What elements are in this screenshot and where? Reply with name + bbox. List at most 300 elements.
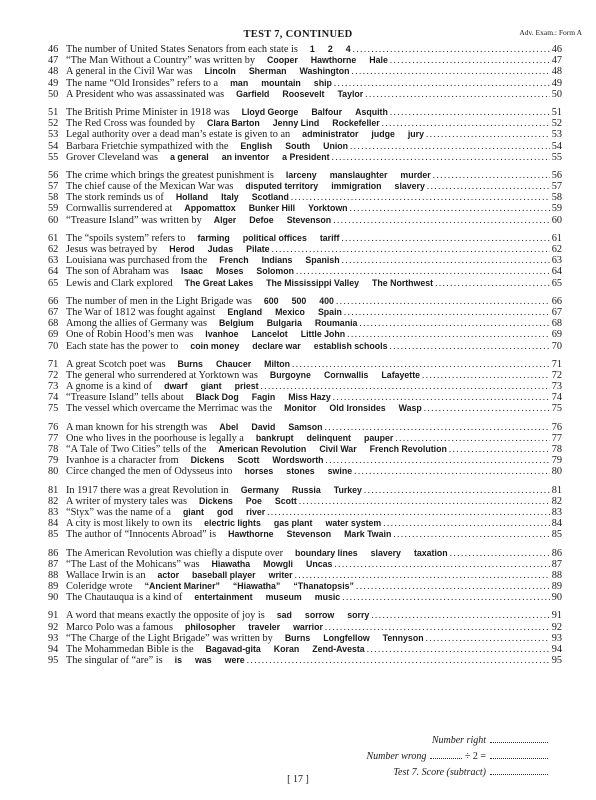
answer-option[interactable]: delinquent	[306, 432, 351, 443]
answer-option[interactable]: “Hiawatha”	[232, 581, 281, 592]
question-row	[48, 278, 562, 289]
answer-option[interactable]: establish schools	[313, 340, 388, 351]
number-wrong-blank[interactable]	[430, 758, 462, 759]
answer-blank-leader[interactable]	[426, 129, 550, 140]
question-number: 84	[48, 518, 59, 530]
answer-option[interactable]: Balfour	[311, 106, 343, 117]
answer-blank-leader[interactable]	[350, 141, 550, 152]
answer-option[interactable]: Indians	[261, 255, 293, 266]
answer-option[interactable]: Mowgli	[263, 558, 293, 569]
answer-option[interactable]: sorrow	[304, 610, 335, 621]
answer-option[interactable]: Solomon	[256, 266, 294, 277]
answer-option[interactable]: Black Dog	[195, 392, 239, 403]
question-text: Jesus was betrayed by	[66, 244, 158, 255]
question-row	[48, 215, 562, 226]
answer-option[interactable]: giant	[200, 381, 222, 392]
question-number: 47	[48, 55, 59, 67]
answer-option[interactable]: were	[224, 655, 245, 666]
question-row	[48, 644, 562, 655]
question-row	[48, 403, 562, 414]
question-row	[48, 78, 562, 89]
answer-option[interactable]: larceny	[285, 169, 317, 180]
question-number: 63	[48, 255, 59, 267]
question-row	[48, 203, 562, 214]
answer-option[interactable]: Moses	[215, 266, 244, 277]
question-text: The author of “Innocents Abroad” is	[66, 529, 217, 541]
answer-option[interactable]: 500	[291, 295, 307, 306]
answer-number: 50	[551, 88, 562, 100]
question-text: “The Charge of the Light Brigade” was written by	[66, 632, 273, 644]
answer-option[interactable]: 600	[263, 295, 279, 306]
answer-blank-leader[interactable]	[367, 644, 550, 655]
answer-blank-leader[interactable]	[332, 152, 550, 163]
answer-option[interactable]: Civil War	[319, 444, 357, 454]
answer-blank-leader[interactable]	[393, 529, 549, 540]
question-text: Marco Polo was a famous	[66, 621, 173, 633]
answer-blank-leader[interactable]	[347, 329, 550, 340]
answer-option[interactable]: Mexico	[275, 306, 305, 317]
question-row	[48, 152, 562, 163]
answer-option[interactable]: sorry	[347, 610, 370, 621]
answer-number: 74	[551, 392, 562, 404]
answer-option[interactable]: museum	[265, 592, 302, 603]
answer-option[interactable]: Washington	[299, 66, 350, 77]
answer-option[interactable]: Bagavad-gita	[205, 644, 261, 654]
answer-option[interactable]: manslaughter	[329, 169, 388, 180]
answer-option[interactable]: bankrupt	[255, 432, 294, 443]
answer-option[interactable]: mountain	[261, 77, 301, 88]
answer-option[interactable]: Burgoyne	[269, 369, 311, 380]
question-text: “The Last of the Mohicans” was	[66, 558, 200, 570]
answer-blank-leader[interactable]	[326, 455, 550, 466]
question-number: 85	[48, 529, 59, 541]
answer-option[interactable]: Wordsworth	[272, 455, 324, 466]
answer-option[interactable]: coin money	[190, 340, 240, 351]
answer-number: 73	[551, 381, 562, 393]
answer-option[interactable]: Wasp	[398, 403, 422, 414]
question-number: 89	[48, 581, 59, 593]
answer-blank-leader[interactable]	[267, 507, 550, 518]
answer-option[interactable]: “Ancient Mariner”	[144, 581, 220, 592]
answer-option[interactable]: Stevenson	[286, 529, 332, 540]
answer-blank-leader[interactable]	[354, 466, 550, 477]
answer-option[interactable]: Judas	[207, 244, 234, 254]
answer-option[interactable]: was	[194, 655, 212, 666]
answer-option[interactable]: 2	[327, 44, 333, 54]
answer-option[interactable]: Zend-Avesta	[312, 644, 365, 654]
answer-number: 78	[551, 444, 562, 455]
answer-option[interactable]: Miss Hazy	[288, 392, 331, 403]
question-text: Wallace Irwin is an	[66, 569, 146, 581]
answer-option[interactable]: slavery	[394, 181, 425, 192]
answer-blank-leader[interactable]	[333, 215, 550, 226]
answer-option[interactable]: “Thanatopsis”	[293, 581, 354, 592]
answer-option[interactable]: Uncas	[305, 558, 333, 569]
answer-option[interactable]: Cornwallis	[323, 369, 369, 380]
answer-options	[267, 55, 388, 66]
answer-option[interactable]: declare war	[252, 340, 301, 351]
question-text: The Chautauqua is a kind of	[66, 592, 183, 604]
answer-option[interactable]: Roumania	[314, 318, 358, 329]
number-right-blank[interactable]	[490, 742, 548, 743]
answer-options	[176, 192, 289, 203]
answer-option[interactable]: Jenny Lind	[272, 118, 320, 129]
answer-option[interactable]: French	[219, 255, 249, 266]
answer-blank-leader[interactable]	[356, 581, 550, 592]
question-row	[48, 507, 562, 518]
question-row	[48, 89, 562, 100]
answer-option[interactable]: Abel	[219, 421, 239, 432]
answer-option[interactable]: Chaucer	[215, 358, 252, 369]
answer-blank-leader[interactable]	[449, 444, 550, 455]
question-text: A President who was assassinated was	[66, 88, 225, 100]
answer-option[interactable]: Cooper	[267, 55, 298, 66]
answer-option[interactable]: jury	[407, 129, 424, 140]
answer-option[interactable]: English	[240, 140, 273, 151]
question-text: The son of Abraham was	[66, 266, 169, 278]
question-row	[48, 392, 562, 403]
answer-option[interactable]: Monitor	[284, 403, 317, 414]
answer-option[interactable]: Hawthorne	[310, 55, 357, 66]
answer-option[interactable]: entertainment	[194, 592, 253, 603]
answer-option[interactable]: dwarf	[164, 381, 188, 392]
answer-option[interactable]: Clara Barton	[206, 118, 260, 129]
answer-blank-leader[interactable]	[299, 496, 550, 507]
question-text: A city is most likely to own its	[66, 518, 193, 530]
answer-option[interactable]: Bunker Hill	[248, 203, 296, 214]
answer-option[interactable]: god	[216, 506, 234, 517]
answer-option[interactable]: a President	[282, 151, 330, 162]
answer-blank-leader[interactable]	[344, 307, 550, 318]
answer-blank-leader[interactable]	[292, 359, 550, 370]
number-wrong-row	[366, 751, 548, 762]
answer-option[interactable]: Fagin	[251, 392, 276, 403]
answer-blank-leader[interactable]	[359, 318, 549, 329]
question-number: 91	[48, 610, 59, 622]
answer-option[interactable]: slavery	[370, 547, 401, 558]
answer-option[interactable]: Longfellow	[323, 632, 370, 643]
answer-blank-leader[interactable]	[334, 78, 550, 89]
answer-number: 56	[551, 169, 562, 181]
answer-option[interactable]: traveler	[248, 621, 281, 632]
question-number: 50	[48, 88, 59, 100]
answer-option[interactable]: Spain	[317, 306, 342, 317]
answer-option[interactable]: Scotland	[251, 192, 289, 203]
question-number: 81	[48, 484, 59, 496]
answer-option[interactable]: Ivanhoe	[205, 329, 239, 340]
answer-option[interactable]: Poe	[245, 495, 262, 506]
answer-option[interactable]: Turkey	[333, 484, 362, 495]
question-number: 93	[48, 632, 59, 644]
answer-option[interactable]: disputed territory	[245, 181, 319, 192]
answer-option[interactable]: Lincoln	[204, 66, 236, 77]
question-number: 59	[48, 203, 59, 215]
answer-blank-leader[interactable]	[371, 610, 549, 621]
answer-blank-leader[interactable]	[353, 44, 550, 55]
answer-blank-leader[interactable]	[247, 655, 550, 666]
score-label: Test 7. Score (subtract)	[393, 767, 486, 778]
answer-option[interactable]: Little John	[300, 329, 346, 340]
question-text: Circe changed the men of Odysseus into	[66, 466, 233, 478]
question-text: Cornwallis surrendered at	[66, 203, 173, 215]
answer-option[interactable]: Spanish	[305, 255, 340, 266]
question-number: 58	[48, 192, 59, 204]
question-number: 54	[48, 140, 59, 152]
answer-option[interactable]: Rockefeller	[332, 118, 380, 129]
answer-option[interactable]: immigration	[331, 181, 382, 192]
answer-option[interactable]: Garfield	[236, 88, 270, 99]
question-row	[48, 529, 562, 540]
answer-option[interactable]: swine	[327, 466, 353, 477]
question-number: 95	[48, 655, 59, 667]
answer-option[interactable]: Dickens	[198, 495, 233, 506]
answer-blank-leader[interactable]	[422, 370, 550, 381]
answer-option[interactable]: Dickens	[190, 455, 225, 466]
answer-blank-leader[interactable]	[325, 622, 550, 633]
answer-option[interactable]: Hale	[369, 55, 388, 66]
answer-blank-leader[interactable]	[336, 296, 550, 307]
question-text: The vessel which overcame the Merrimac was the	[66, 403, 273, 415]
question-row	[48, 518, 562, 529]
question-row	[48, 255, 562, 266]
answer-blank-leader[interactable]	[341, 233, 549, 244]
answer-option[interactable]: administrator	[302, 129, 359, 140]
answer-blank-leader[interactable]	[296, 266, 550, 277]
answer-blank-leader[interactable]	[342, 592, 550, 603]
question-text: A writer of mystery tales was	[66, 495, 187, 507]
answer-blank-leader[interactable]	[450, 548, 550, 559]
answer-number: 72	[551, 369, 562, 381]
answer-option[interactable]: Lafayette	[381, 369, 421, 380]
answer-option[interactable]: sad	[276, 610, 292, 621]
answer-option[interactable]: Milton	[264, 358, 291, 369]
answer-option[interactable]: French Revolution	[369, 444, 447, 454]
answer-number: 84	[551, 518, 562, 530]
answer-option[interactable]: The Northwest	[372, 277, 434, 288]
answer-option[interactable]: taxation	[413, 547, 448, 558]
answer-option[interactable]: American Revolution	[218, 444, 307, 454]
answer-options	[164, 381, 258, 392]
answer-option[interactable]: river	[246, 506, 266, 517]
answer-option[interactable]: Lloyd George	[241, 106, 299, 117]
answer-number: 62	[551, 244, 562, 255]
answer-option[interactable]: Alger	[213, 214, 237, 225]
question-row	[48, 444, 562, 455]
answer-blank-leader[interactable]	[342, 255, 550, 266]
answer-option[interactable]: baseball player	[192, 569, 256, 580]
answer-option[interactable]: warrior	[293, 621, 323, 632]
answer-option[interactable]: Isaac	[180, 266, 203, 277]
answer-option[interactable]: boundary lines	[295, 547, 358, 558]
answer-blank-leader[interactable]	[427, 181, 550, 192]
answer-option[interactable]: a general	[170, 151, 209, 162]
answer-option[interactable]: Holland	[175, 192, 209, 203]
answer-options	[240, 141, 348, 152]
answer-blank-leader[interactable]	[334, 559, 549, 570]
question-number: 80	[48, 466, 59, 478]
answer-option[interactable]: Belgium	[218, 318, 254, 329]
answer-option[interactable]: giant	[182, 506, 204, 517]
answer-blank-leader[interactable]	[390, 341, 550, 352]
answer-option[interactable]: Scott	[274, 495, 297, 506]
question-row	[48, 192, 562, 203]
answer-blank-leader[interactable]	[291, 192, 550, 203]
question-row	[48, 307, 562, 318]
question-text: Each state has the power to	[66, 340, 179, 352]
question-row	[48, 655, 562, 666]
question-row	[48, 496, 562, 507]
answer-blank-leader[interactable]	[351, 66, 549, 77]
answer-option[interactable]: is	[174, 655, 182, 666]
question-row	[48, 341, 562, 352]
answer-options	[219, 318, 357, 329]
question-number: 49	[48, 77, 59, 89]
question-number: 64	[48, 266, 59, 278]
answer-options	[212, 559, 333, 570]
answer-blank-leader[interactable]	[272, 244, 550, 255]
answer-option[interactable]: Stevenson	[286, 214, 332, 225]
answer-blank-leader[interactable]	[390, 107, 550, 118]
answer-number: 85	[551, 529, 562, 541]
answer-options	[198, 233, 340, 244]
answer-blank-leader[interactable]	[395, 433, 549, 444]
answer-options	[241, 485, 362, 496]
answer-blank-leader[interactable]	[261, 381, 550, 392]
question-row	[48, 559, 562, 570]
question-number: 55	[48, 151, 59, 163]
answer-option[interactable]: writer	[268, 569, 293, 580]
answer-option[interactable]: David	[251, 421, 276, 432]
answer-option[interactable]: man	[230, 77, 249, 88]
answer-option[interactable]: music	[314, 592, 341, 603]
answer-blank-leader[interactable]	[364, 485, 550, 496]
answer-options	[184, 203, 347, 214]
answer-option[interactable]: priest	[234, 381, 259, 392]
answer-options	[185, 278, 433, 289]
answer-option[interactable]: Russia	[291, 484, 321, 495]
answer-options	[196, 392, 331, 403]
question-text: The “spoils system” refers to	[66, 232, 186, 244]
answer-option[interactable]: Defoe	[249, 214, 274, 225]
answer-option[interactable]: Mark Twain	[344, 529, 392, 540]
answer-option[interactable]: political offices	[242, 232, 307, 243]
answer-option[interactable]: philosopher	[184, 621, 236, 632]
answer-option[interactable]: Roosevelt	[282, 88, 325, 99]
answer-option[interactable]: Samson	[288, 421, 323, 432]
answer-option[interactable]: The Mississippi Valley	[266, 277, 360, 288]
answer-option[interactable]: Burns	[177, 358, 203, 369]
answer-option[interactable]: Old Ironsides	[329, 403, 386, 414]
answer-blank-leader[interactable]	[295, 570, 550, 581]
answer-option[interactable]: The Great Lakes	[184, 277, 254, 288]
answer-blank-leader[interactable]	[426, 633, 550, 644]
question-row	[48, 433, 562, 444]
answer-option[interactable]: electric lights	[204, 518, 261, 529]
answer-option[interactable]: Yorktown	[308, 203, 348, 214]
answer-option[interactable]: Hawthorne	[228, 529, 274, 540]
answer-option[interactable]: actor	[157, 569, 180, 580]
answer-option[interactable]: Herod	[169, 244, 195, 254]
answer-blank-leader[interactable]	[433, 170, 550, 181]
answer-blank-leader[interactable]	[365, 89, 550, 100]
answer-number: 91	[551, 610, 562, 622]
answer-option[interactable]: pauper	[364, 432, 394, 443]
answer-option[interactable]: Germany	[240, 484, 279, 495]
answer-option[interactable]: Bulgaria	[266, 318, 302, 329]
answer-option[interactable]: murder	[400, 169, 431, 180]
question-row	[48, 55, 562, 66]
answer-blank-leader[interactable]	[435, 278, 550, 289]
answer-blank-leader[interactable]	[350, 203, 550, 214]
answer-option[interactable]: ship	[313, 77, 332, 88]
answer-option[interactable]: gas plant	[273, 518, 313, 529]
answer-option[interactable]: Pilate	[246, 244, 270, 254]
answer-option[interactable]: Koran	[273, 644, 300, 654]
question-number: 48	[48, 66, 59, 78]
answer-option[interactable]: 1	[309, 44, 315, 54]
question-number: 52	[48, 118, 59, 130]
answer-number: 49	[551, 77, 562, 89]
answer-option[interactable]: Taylor	[337, 88, 364, 99]
answer-option[interactable]: water system	[325, 518, 382, 529]
answer-blank-leader[interactable]	[325, 422, 550, 433]
answer-option[interactable]: Union	[323, 140, 349, 151]
answer-options	[181, 266, 294, 277]
answer-blank-leader[interactable]	[382, 118, 550, 129]
question-row	[48, 296, 562, 307]
question-number: 70	[48, 340, 59, 352]
answer-option[interactable]: Hiawatha	[211, 558, 251, 569]
divided-blank[interactable]	[490, 758, 548, 759]
answer-option[interactable]: stones	[286, 466, 315, 477]
answer-option[interactable]: judge	[371, 129, 395, 140]
answer-option[interactable]: an inventor	[221, 151, 270, 162]
answer-option[interactable]: England	[227, 306, 263, 317]
answer-option[interactable]: South	[285, 140, 311, 151]
question-row	[48, 170, 562, 181]
answer-option[interactable]: Asquith	[355, 106, 388, 117]
answer-option[interactable]: 400	[319, 295, 334, 306]
answer-options	[199, 496, 297, 507]
answer-number: 53	[551, 129, 562, 141]
answer-options	[244, 466, 352, 477]
answer-options	[242, 107, 388, 118]
answer-options	[295, 548, 448, 559]
answer-blank-leader[interactable]	[383, 518, 549, 529]
answer-options	[285, 633, 424, 644]
question-number: 94	[48, 644, 59, 655]
answer-option[interactable]: tariff	[319, 232, 340, 243]
question-text: Legal authority over a dead man’s estate is given to an	[66, 129, 291, 141]
answer-number: 88	[551, 569, 562, 581]
question-row	[48, 359, 562, 370]
answer-options	[228, 529, 391, 540]
answer-option[interactable]: 4	[345, 44, 351, 54]
answer-option[interactable]: farming	[197, 232, 230, 243]
answer-blank-leader[interactable]	[424, 403, 550, 414]
answer-option[interactable]: Lancelot	[251, 329, 288, 340]
answer-option[interactable]: Appomattox	[184, 203, 236, 214]
answer-option[interactable]: Sherman	[248, 66, 287, 77]
question-number: 56	[48, 169, 59, 181]
answer-option[interactable]: horses	[244, 466, 274, 477]
answer-option[interactable]: Italy	[221, 192, 239, 203]
answer-option[interactable]: Tennyson	[382, 632, 424, 643]
answer-blank-leader[interactable]	[390, 55, 550, 66]
answer-option[interactable]: Scott	[237, 455, 260, 466]
answer-blank-leader[interactable]	[333, 392, 550, 403]
answer-option[interactable]: Burns	[284, 632, 311, 643]
